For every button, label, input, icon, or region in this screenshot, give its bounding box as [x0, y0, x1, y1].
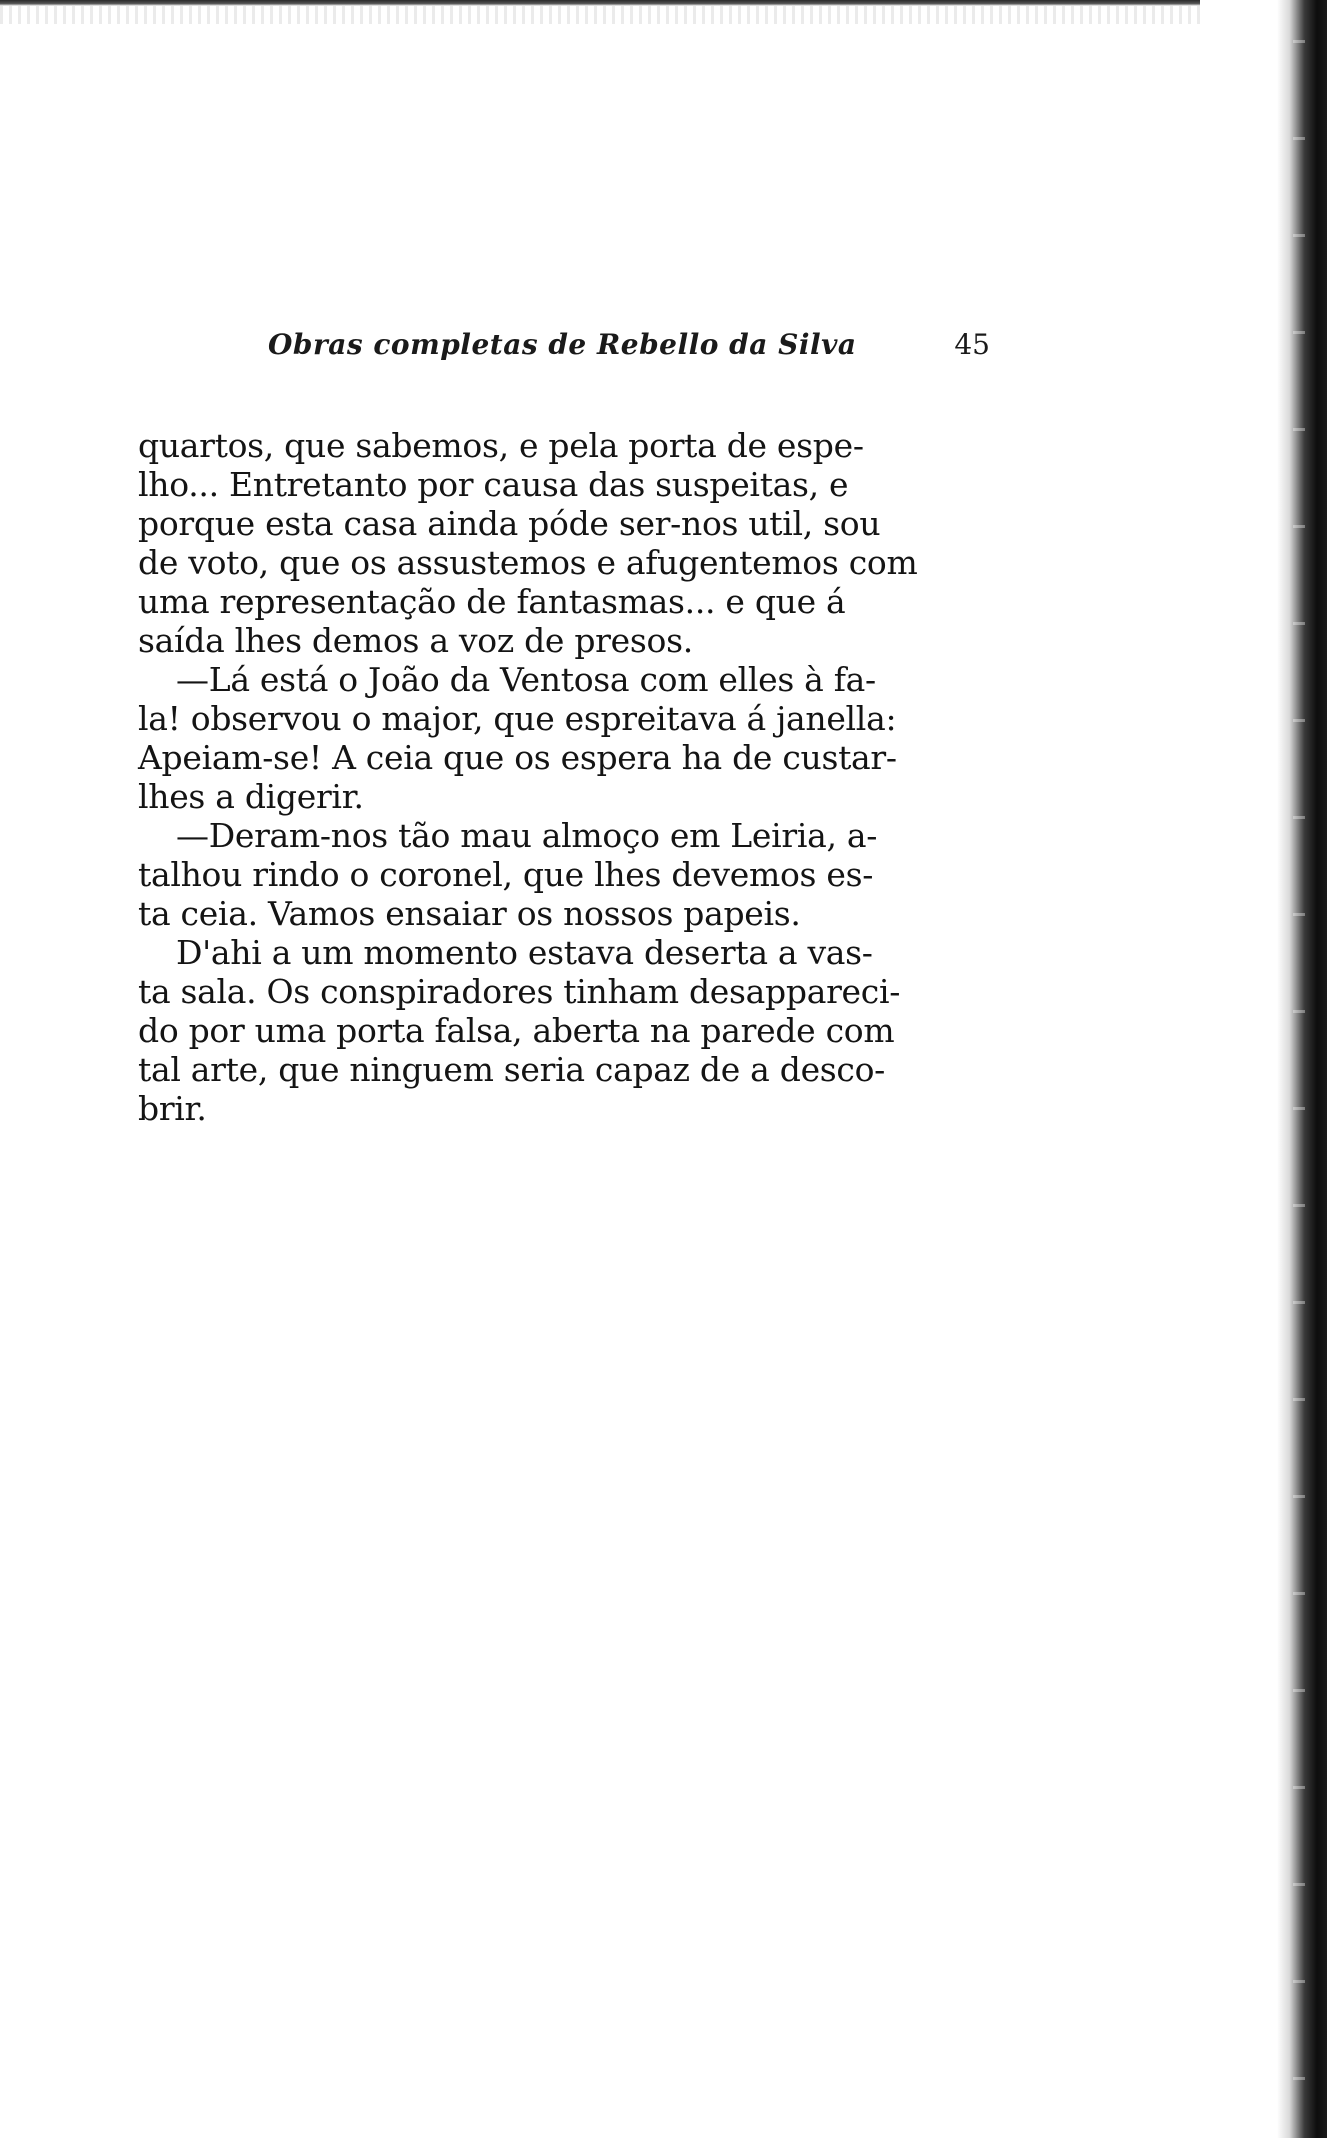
text-line: la! observou o major, que espreitava á janella:: [138, 699, 897, 738]
text-line: porque esta casa ainda póde ser-nos util, sou: [138, 504, 881, 543]
text-line: Apeiam-se! A ceia que os espera ha de custar-: [138, 738, 897, 777]
text-line: de voto, que os assustemos e afugentemos com: [138, 543, 918, 582]
page-spine-texture: [1293, 0, 1305, 2138]
text-line: do por uma porta falsa, aberta na parede com: [138, 1011, 895, 1050]
text-line: —Deram-nos tão mau almoço em Leiria, a-: [176, 816, 878, 855]
text-line: lhes a digerir.: [138, 777, 364, 816]
text-line: saída lhes demos a voz de presos.: [138, 621, 693, 660]
text-line: talhou rindo o coronel, que lhes devemos es-: [138, 855, 874, 894]
page-number: 45: [954, 328, 990, 361]
body-text: [138, 426, 998, 1128]
text-line: —Lá está o João da Ventosa com elles à fa-: [176, 660, 876, 699]
text-line: tal arte, que ninguem seria capaz de a desco-: [138, 1050, 886, 1089]
text-line: quartos, que sabemos, e pela porta de espe-: [138, 426, 864, 465]
text-line: lho... Entretanto por causa das suspeitas, e: [138, 465, 849, 504]
text-line: D'ahi a um momento estava deserta a vas-: [176, 933, 873, 972]
running-header: [268, 328, 990, 372]
text-line: brir.: [138, 1089, 207, 1128]
text-line: ta ceia. Vamos ensaiar os nossos papeis.: [138, 894, 801, 933]
text-line: uma representação de fantasmas... e que á: [138, 582, 846, 621]
scan-top-noise: [0, 6, 1200, 24]
running-title: Obras completas de Rebello da Silva: [268, 328, 857, 361]
text-line: ta sala. Os conspiradores tinham desappareci-: [138, 972, 901, 1011]
